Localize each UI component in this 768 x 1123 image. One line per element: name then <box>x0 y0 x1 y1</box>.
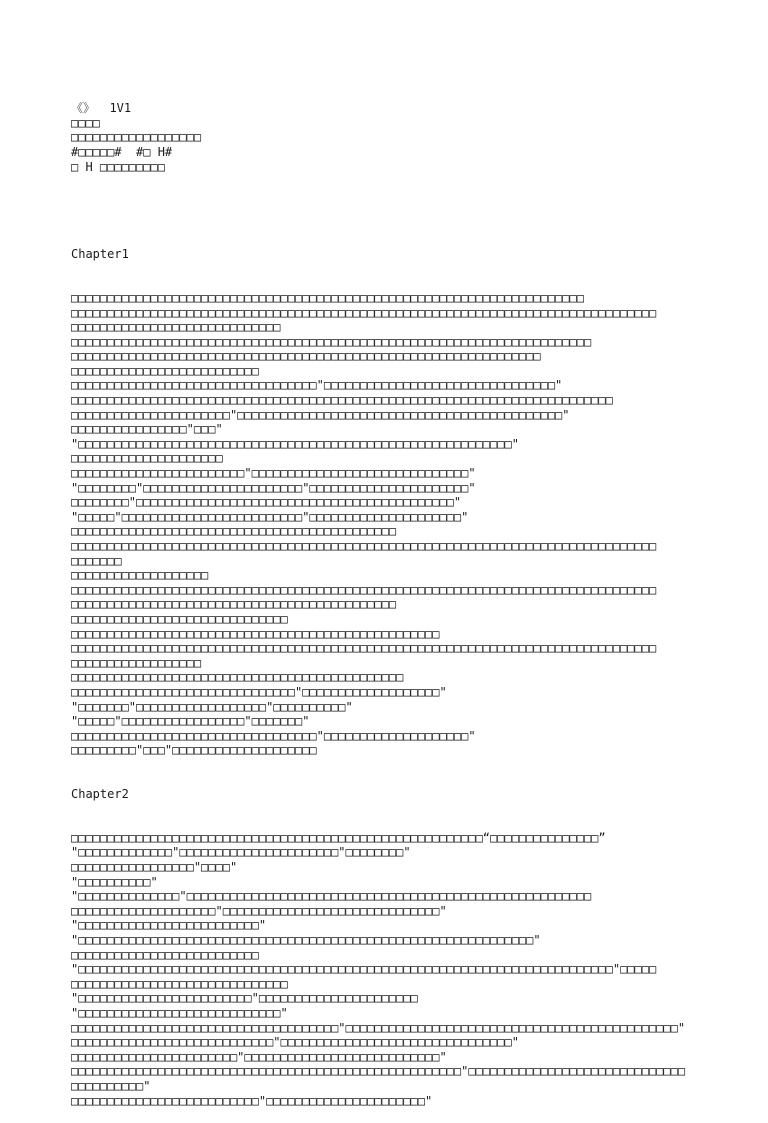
text-line: "□□□□□□□□□□□□□□□□□□□□□□□□□□□□□□□□□□□□□□□□□□□□□□□□□□□□□□□□□□□□" <box>71 436 519 451</box>
header-line: □□□□ <box>71 115 100 130</box>
header-line: □□□□□□□□□□□□□□□□□□ <box>71 130 202 145</box>
text-line: □□□□□□□□□□□□□□□□□□□□□□□□□□□□□□□□□□"□□□□□□□□□□□□□□□□□□□□" <box>71 728 476 743</box>
text-line: "□□□□□□□"□□□□□□□□□□□□□□□□□□"□□□□□□□□□□" <box>71 699 353 714</box>
text-line: □□□□□□□□□□□□□□□□□□□□□□□□□□ <box>71 947 259 962</box>
chapter-1-body <box>71 291 711 758</box>
text-line: □□□□□□□ <box>71 553 122 568</box>
text-line: □□□□□□□□□□□□□□□□□□□□"□□□□□□□□□□□□□□□□□□□□□□□□□□□□□□" <box>71 903 447 918</box>
spacer <box>71 203 711 218</box>
text-line: □□□□□□□□□□□□□□□□□□□□□□□□□□□□□□□□□□□□□□□□□□□□□□□□□□□ <box>71 626 440 641</box>
text-line: □□□□□□□□□□□□□□□□□□□□□□□□"□□□□□□□□□□□□□□□□□□□□□□□□□□□□□□" <box>71 466 476 481</box>
text-line: "□□□□□□□□□□□□□□□□□□□□□□□□□□□□□□□□□□□□□□□□□□□□□□□□□□□□□□□□□□□□□□□□□□□□□□□□□□"□□□□□ <box>71 962 657 977</box>
text-line: □□□□□□□□□□□□□□□□□□□□□□□□□□□□□□ <box>71 976 288 991</box>
text-line: □□□□□□□□□□" <box>71 1078 151 1093</box>
text-line: □□□□□□□□□□□□□□□□□□□□□□□□□□"□□□□□□□□□□□□□□□□□□□□□□" <box>71 1093 433 1108</box>
chapter-1-title: Chapter1 <box>71 247 129 262</box>
text-line: "□□□□□"□□□□□□□□□□□□□□□□□"□□□□□□□" <box>71 714 310 729</box>
document-body <box>71 72 711 1123</box>
text-line: □□□□□□□□□□□□□□□□□□□□□□□"□□□□□□□□□□□□□□□□□□□□□□□□□□□" <box>71 1049 447 1064</box>
text-line: □□□□□□□□□□□□□□□□□□□□□□□□□□ <box>71 363 259 378</box>
text-line: □□□□□□□□□□□□□□□□□□□□□□□□□□□□□ <box>71 320 281 335</box>
text-line: "□□□□□"□□□□□□□□□□□□□□□□□□□□□□□□□"□□□□□□□□□□□□□□□□□□□□□" <box>71 509 469 524</box>
text-line: □□□□□□□□□□□□□□□□□□□□□□□□□□□□□□□□□□□□□□□□□□□□□□ <box>71 670 404 685</box>
text-line: □□□□□□□□□□□□□□□□□□□□□□□□□□□□□□□□□□□□□□□□□□□□□□□□□□□□□□□□□□□□□□□□□ <box>71 349 541 364</box>
text-line: □□□□□□□□□□□□□□□□□□□□□□□□□□□□□□□□□□□□□□□□□□□□□□□□□□□□□□□□□□□□□□□□□□□□□□□□□□□□□□□□□ <box>71 582 657 597</box>
text-line: "□□□□□□□□□□□□□□□□□□□□□□□□□□□□□□□□□□□□□□□□□□□□□□□□□□□□□□□□□□□□□□□" <box>71 933 541 948</box>
chapter-2-title: Chapter2 <box>71 787 129 802</box>
text-line: □□□□□□□□□□□□□□□□□□□□□□□□□□□□□□□□□□□□□"□□□□□□□□□□□□□□□□□□□□□□□□□□□□□□□□□□□□□□□□□□□□□□" <box>71 1020 686 1035</box>
text-line: □□□□□□□□□□□□□□□□□□□□□ <box>71 451 223 466</box>
text-line: □□□□□□□□□□□□□□□□□□□□□□□□□□□□□□ <box>71 611 288 626</box>
text-line: □□□□□□□□□□□□□□□□□□□□□□□□□□□□□□□□□□"□□□□□□□□□□□□□□□□□□□□□□□□□□□□□□□□" <box>71 378 563 393</box>
text-line: □□□□□□□□□□□□□□□□□□□□□□□□□□□□□□□□□□□□□□□□□□□□□□□□□□□□□□□□□□□□□□□□□□□□□□□□□□□□□□□□□ <box>71 305 657 320</box>
text-line: □□□□□□□□□□□□□□□□□□□□□□□□□□□□□□□□□□□□□□□□□□□□□□□□□□□□□□□□□□□□□□□□□□□□□□□□□□□□□□□□□ <box>71 641 657 656</box>
text-line: "□□□□□□□□□□□□□□□□□□□□□□□□"□□□□□□□□□□□□□□□□□□□□□□ <box>71 991 418 1006</box>
text-line: □□□□□□□□□□□□□□□□□□□ <box>71 568 209 583</box>
text-line: □□□□□□□□□□□□□□□□□□□□□□"□□□□□□□□□□□□□□□□□□□□□□□□□□□□□□□□□□□□□□□□□□□□□" <box>71 407 570 422</box>
text-line: □□□□□□□□□□□□□□□□□"□□□□" <box>71 860 238 875</box>
text-line: □□□□□□□□□□□□□□□□□□□□□□□□□□□□□□□□□□□□□□□□□□□□□□□□□□□□□□□□□□□□□□□□□□□□□□□□□□□□□□□□□ <box>71 539 657 553</box>
text-line: □□□□□□□□□□□□□□□□□□ <box>71 655 202 670</box>
text-line: □□□□□□□□□□□□□□□□"□□□" <box>71 422 223 437</box>
text-line: □□□□□□□□□□□□□□□□□□□□□□□□□□□□□□□□□□□□□□□□□□□□□□□□□□□□□□□□□“□□□□□□□□□□□□□□□” <box>71 830 606 845</box>
document-header <box>71 101 711 174</box>
chapter-2-body <box>71 831 711 1108</box>
text-line: "□□□□□□□□□□□□□□"□□□□□□□□□□□□□□□□□□□□□□□□□□□□□□□□□□□□□□□□□□□□□□□□□□□□□□□□ <box>71 889 592 904</box>
text-line: "□□□□□□□□"□□□□□□□□□□□□□□□□□□□□□□"□□□□□□□□□□□□□□□□□□□□□□" <box>71 480 476 495</box>
header-line: □ H □□□□□□□□□ <box>71 159 165 174</box>
text-line: "□□□□□□□□□□□□□□□□□□□□□□□□□□□□" <box>71 1006 288 1020</box>
text-line: □□□□□□□□□□□□□□□□□□□□□□□□□□□□"□□□□□□□□□□□□□□□□□□□□□□□□□□□□□□□□" <box>71 1035 519 1050</box>
text-line: "□□□□□□□□□□" <box>71 874 158 889</box>
text-line: □□□□□□□□□□□□□□□□□□□□□□□□□□□□□□□□□□□□□□□□□□□□□ <box>71 524 397 539</box>
header-line: #□□□□□# #□ H# <box>71 144 173 159</box>
text-line: □□□□□□□□□"□□□"□□□□□□□□□□□□□□□□□□□□ <box>71 743 317 758</box>
text-line: "□□□□□□□□□□□□□"□□□□□□□□□□□□□□□□□□□□□□"□□□□□□□□" <box>71 845 411 860</box>
text-line: "□□□□□□□□□□□□□□□□□□□□□□□□□" <box>71 918 267 933</box>
text-line: □□□□□□□□□□□□□□□□□□□□□□□□□□□□□□□□□□□□□□□□□□□□□□□□□□□□□□□□□□□□□□□□□□□□□□□ <box>71 290 584 305</box>
text-line: □□□□□□□□□□□□□□□□□□□□□□□□□□□□□□□□□□□□□□□□□□□□□□□□□□□□□□□□□□□□□□□□□□□□□□□□□□□ <box>71 393 613 408</box>
text-line: □□□□□□□□□□□□□□□□□□□□□□□□□□□□□□□"□□□□□□□□□□□□□□□□□□□" <box>71 684 447 699</box>
text-line: □□□□□□□□□□□□□□□□□□□□□□□□□□□□□□□□□□□□□□□□□□□□□ <box>71 597 397 612</box>
header-line: 《》 1V1 <box>71 101 132 116</box>
text-line: □□□□□□□□□□□□□□□□□□□□□□□□□□□□□□□□□□□□□□□□□□□□□□□□□□□□□□"□□□□□□□□□□□□□□□□□□□□□□□□□□□□□□ <box>71 1064 686 1079</box>
text-line: □□□□□□□□□□□□□□□□□□□□□□□□□□□□□□□□□□□□□□□□□□□□□□□□□□□□□□□□□□□□□□□□□□□□□□□□ <box>71 334 592 349</box>
text-line: □□□□□□□□"□□□□□□□□□□□□□□□□□□□□□□□□□□□□□□□□□□□□□□□□□□□□" <box>71 495 462 510</box>
